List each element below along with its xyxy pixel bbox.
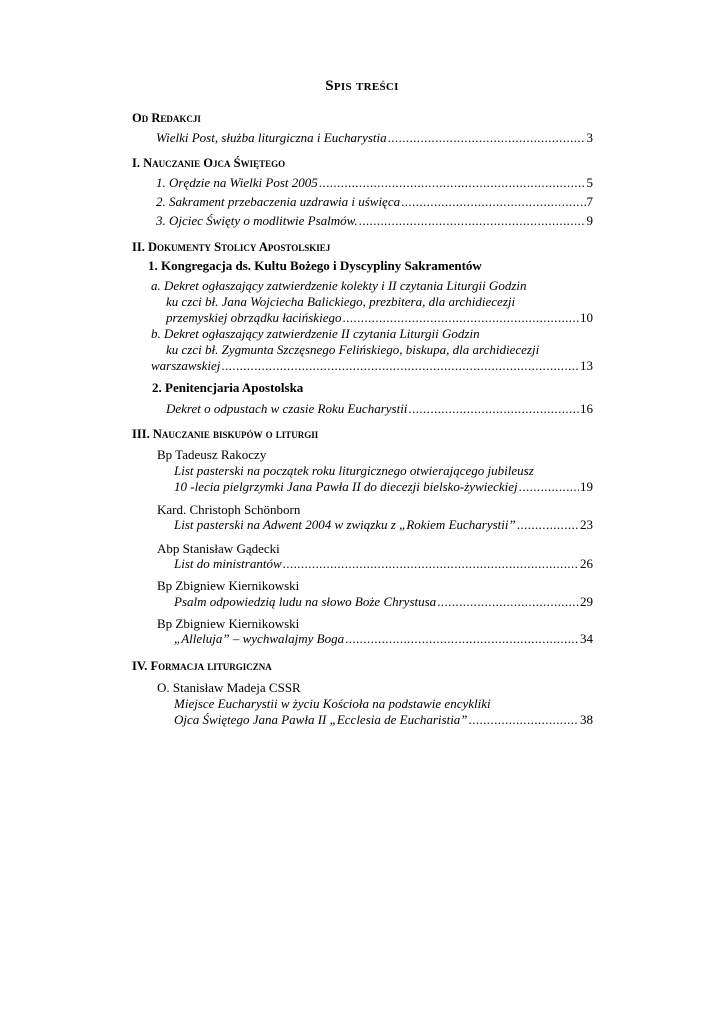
page-number: 26 <box>580 556 593 571</box>
entry-line: ku czci bł. Zygmunta Szczęsnego Felińskiego, biskupa, dla archidiecezji <box>166 342 540 357</box>
dot-leader <box>437 594 579 610</box>
entry-title: List do ministrantów <box>174 556 282 571</box>
subsection-heading: 2. Penitencjaria Apostolska <box>152 380 304 395</box>
entry-title: Psalm odpowiedzią ludu na słowo Boże Chrystusa <box>174 594 437 609</box>
toc-entry[interactable] <box>156 175 593 191</box>
entry-title: Dekret o odpustach w czasie Roku Eucharystii <box>166 401 408 416</box>
entry-line: Miejsce Eucharystii w życiu Kościoła na podstawie encykliki <box>174 696 491 711</box>
toc-entry[interactable] <box>174 631 593 647</box>
author-name: Bp Zbigniew Kiernikowski <box>157 616 300 631</box>
author-name: O. Stanisław Madeja CSSR <box>157 680 301 695</box>
entry-title: Ojca Świętego Jana Pawła II „Ecclesia de Eucharistia” <box>174 712 468 727</box>
subsection-heading: 1. Kongregacja ds. Kultu Bożego i Dyscypliny Sakramentów <box>148 258 482 273</box>
author-name: Bp Tadeusz Rakoczy <box>157 447 267 462</box>
entry-title: „Alleluja” – wychwalajmy Boga <box>174 631 345 646</box>
dot-leader <box>342 310 579 326</box>
section-heading-od-redakcji: Od Redakcji <box>132 111 201 125</box>
entry-line: List pasterski na początek roku liturgicznego otwierającego jubileusz <box>174 463 534 478</box>
dot-leader <box>283 556 579 572</box>
page-title: Spis treści <box>325 78 399 94</box>
dot-leader <box>345 631 579 647</box>
dot-leader <box>408 401 579 417</box>
toc-entry[interactable] <box>156 213 593 229</box>
entry-title: List pasterski na Adwent 2004 w związku z „Rokiem Eucharystii” <box>174 517 516 532</box>
dot-leader <box>388 130 586 146</box>
toc-entry[interactable] <box>174 479 593 495</box>
page-number: 23 <box>580 517 593 532</box>
page-number: 34 <box>580 631 593 646</box>
entry-title: przemyskiej obrządku łacińskiego <box>166 310 342 325</box>
toc-entry[interactable] <box>156 130 593 146</box>
entry-line: b. Dekret ogłaszający zatwierdzenie II czytania Liturgii Godzin <box>151 326 480 341</box>
section-heading-dokumenty-stolicy-apostolskiej: II. Dokumenty Stolicy Apostolskiej <box>132 240 331 254</box>
page-number: 7 <box>586 194 593 209</box>
entry-title: Wielki Post, służba liturgiczna i Eucharystia <box>156 130 387 145</box>
toc-entry[interactable] <box>156 194 593 210</box>
page-number: 9 <box>586 213 593 228</box>
toc-entry[interactable] <box>151 358 593 374</box>
author-name: Abp Stanisław Gądecki <box>157 541 280 556</box>
toc-entry[interactable] <box>166 310 593 326</box>
author-name: Bp Zbigniew Kiernikowski <box>157 578 300 593</box>
dot-leader <box>519 479 579 495</box>
page-number: 16 <box>580 401 593 416</box>
toc-entry[interactable] <box>174 594 593 610</box>
dot-leader <box>401 194 585 210</box>
entry-title: 3. Ojciec Święty o modlitwie Psalmów. <box>156 213 358 228</box>
section-heading-nauczanie-biskupow: III. Nauczanie biskupów o liturgii <box>132 427 319 441</box>
entry-title: warszawskiej <box>151 358 221 373</box>
page-number: 38 <box>580 712 593 727</box>
dot-leader <box>221 358 579 374</box>
page-number: 3 <box>586 130 593 145</box>
section-heading-formacja-liturgiczna: IV. Formacja liturgiczna <box>132 659 272 673</box>
page-number: 29 <box>580 594 593 609</box>
author-name: Kard. Christoph Schönborn <box>157 502 301 517</box>
toc-entry[interactable] <box>174 556 593 572</box>
page-number: 10 <box>580 310 593 325</box>
dot-leader <box>469 712 579 728</box>
entry-line: ku czci bł. Jana Wojciecha Balickiego, prezbitera, dla archidiecezji <box>166 294 516 309</box>
dot-leader <box>359 213 586 229</box>
entry-title: 10 -lecia pielgrzymki Jana Pawła II do diecezji bielsko-żywieckiej <box>174 479 518 494</box>
dot-leader <box>517 517 579 533</box>
page-number: 13 <box>580 358 593 373</box>
entry-title: 1. Orędzie na Wielki Post 2005 <box>156 175 318 190</box>
entry-line: a. Dekret ogłaszający zatwierdzenie kolekty i II czytania Liturgii Godzin <box>151 278 527 293</box>
page-number: 5 <box>586 175 593 190</box>
section-heading-nauczanie-ojca-swietego: I. Nauczanie Ojca Świętego <box>132 156 286 170</box>
dot-leader <box>319 175 586 191</box>
entry-title: 2. Sakrament przebaczenia uzdrawia i uświęca <box>156 194 401 209</box>
toc-entry[interactable] <box>174 712 593 728</box>
toc-entry[interactable] <box>174 517 593 533</box>
toc-entry[interactable] <box>166 401 593 417</box>
page-number: 19 <box>580 479 593 494</box>
